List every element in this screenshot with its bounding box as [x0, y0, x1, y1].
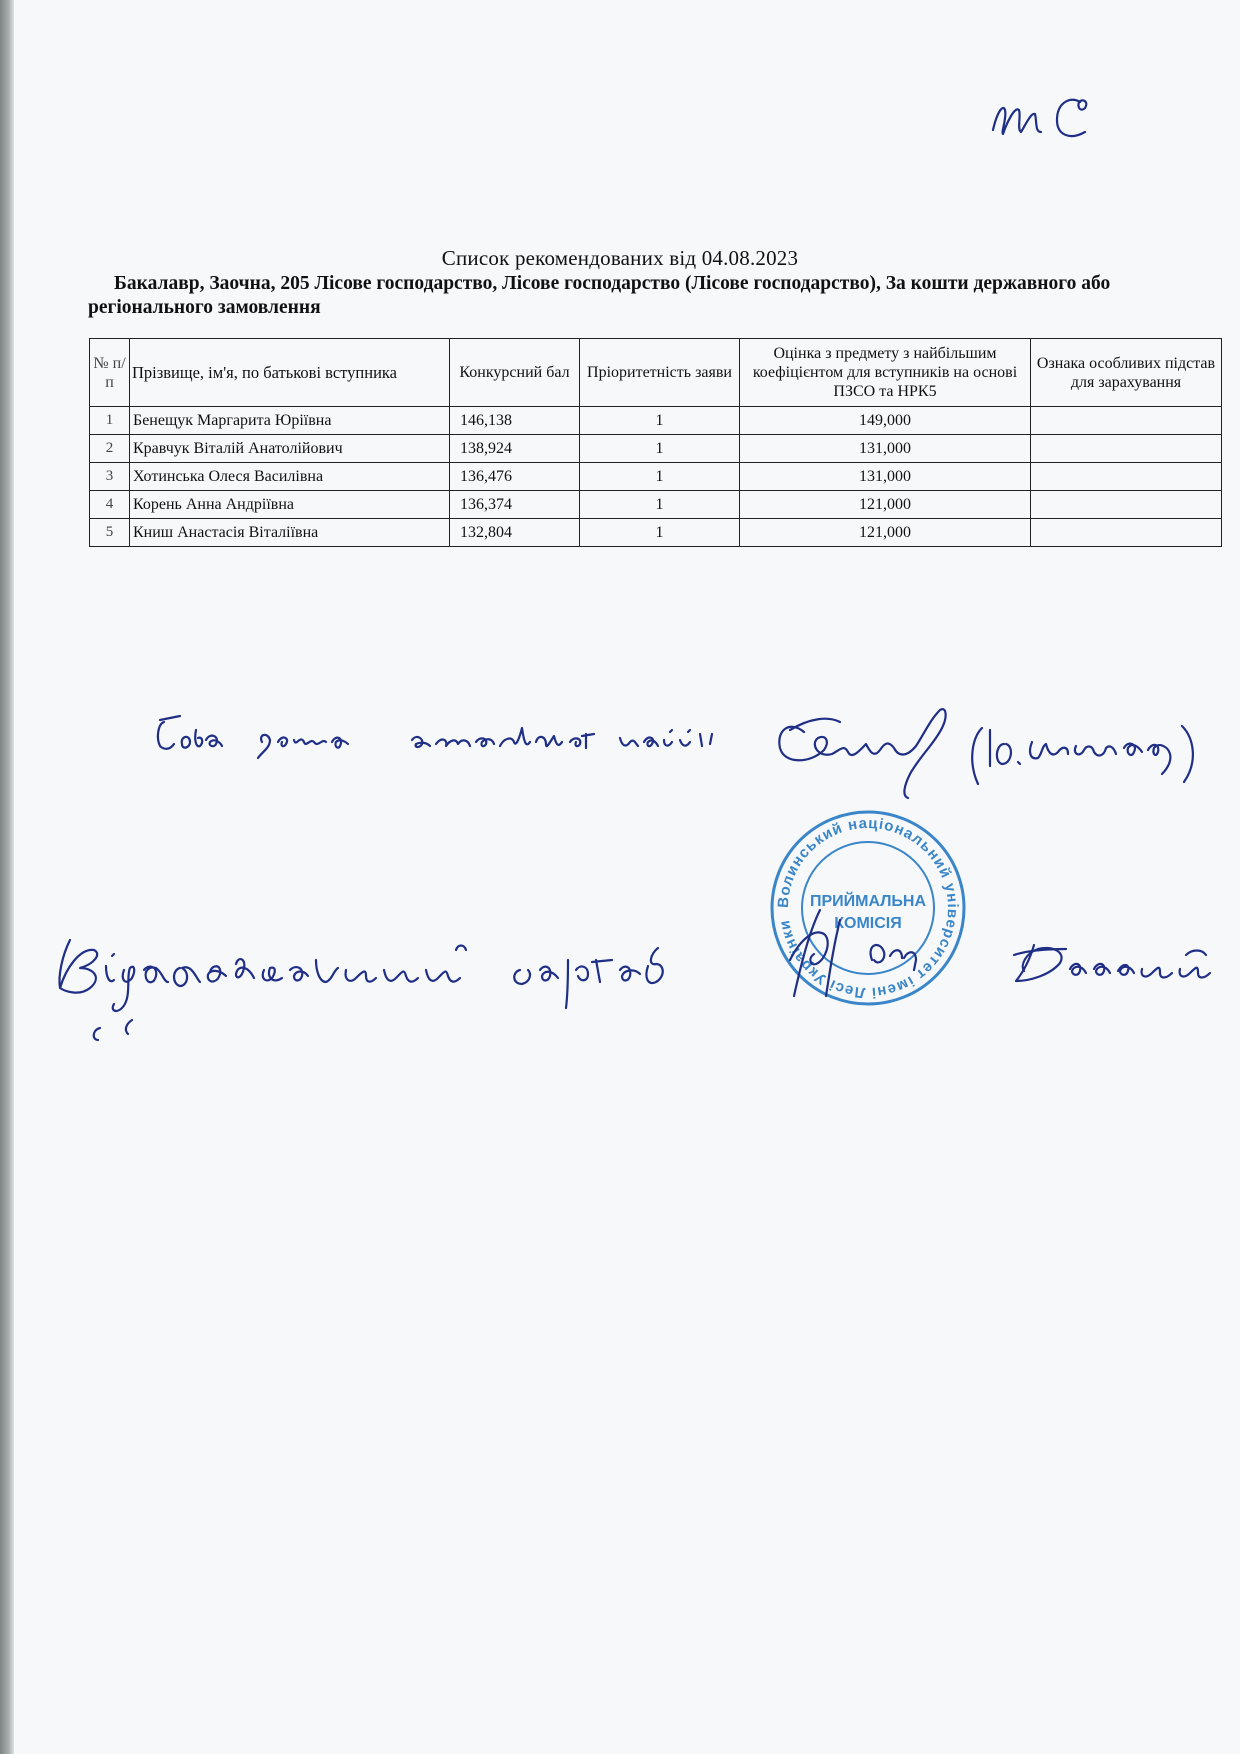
stamp-outer-text: Волинський національний університет імені Лесі Українки	[774, 814, 962, 1002]
handwritten-secretary-label	[40, 920, 700, 1040]
subject-grade: 131,000	[740, 435, 1031, 463]
handwritten-secretary-name	[1010, 935, 1220, 1005]
table-row	[90, 463, 1222, 491]
table-row	[90, 407, 1222, 435]
applicant-name: Бенещук Маргарита Юріївна	[130, 407, 450, 435]
subject-grade: 121,000	[740, 519, 1031, 547]
chair-signature	[770, 700, 960, 800]
applicant-name: Корень Анна Андріївна	[130, 491, 450, 519]
competitive-score: 132,804	[450, 519, 580, 547]
handwritten-chair-label	[150, 712, 730, 782]
col-header-priority: Пріоритетність заяви	[580, 339, 740, 407]
handwritten-chair-name	[968, 718, 1218, 798]
col-header-name: Прізвище, ім'я, по батькові вступника	[130, 339, 450, 407]
stamp-center-line2: КОМІСІЯ	[834, 915, 902, 932]
special-grounds	[1031, 463, 1222, 491]
application-priority: 1	[580, 519, 740, 547]
application-priority: 1	[580, 407, 740, 435]
application-priority: 1	[580, 463, 740, 491]
row-number: 2	[90, 435, 130, 463]
table-row	[90, 491, 1222, 519]
competitive-score: 138,924	[450, 435, 580, 463]
list-subtitle: Бакалавр, Заочна, 205 Лісове господарство, Лісове господарство (Лісове господарство), За кошти державного або регіонального замовлення	[88, 273, 1111, 318]
subject-grade: 149,000	[740, 407, 1031, 435]
row-number: 4	[90, 491, 130, 519]
applicant-name: Книш Анастасія Віталіївна	[130, 519, 450, 547]
recommended-list-table	[89, 338, 1222, 547]
table-row	[90, 519, 1222, 547]
special-grounds	[1031, 435, 1222, 463]
subject-grade: 131,000	[740, 463, 1031, 491]
special-grounds	[1031, 519, 1222, 547]
row-number: 3	[90, 463, 130, 491]
competitive-score: 136,476	[450, 463, 580, 491]
row-number: 1	[90, 407, 130, 435]
competitive-score: 146,138	[450, 407, 580, 435]
row-number: 5	[90, 519, 130, 547]
table-row	[90, 435, 1222, 463]
subject-grade: 121,000	[740, 491, 1031, 519]
special-grounds	[1031, 407, 1222, 435]
col-header-special-grounds: Ознака особливих підстав для зарахування	[1031, 339, 1222, 407]
application-priority: 1	[580, 435, 740, 463]
applicant-name: Хотинська Олеся Василівна	[130, 463, 450, 491]
col-header-score: Конкурсний бал	[450, 339, 580, 407]
col-header-subject-grade: Оцінка з предмету з найбільшим коефіцієнтом для вступників на основі ПЗСО та НРК5	[740, 339, 1031, 407]
application-priority: 1	[580, 491, 740, 519]
handwritten-initials	[985, 82, 1105, 157]
list-title: Список рекомендованих від 04.08.2023	[441, 246, 799, 270]
secretary-signature	[780, 900, 980, 1010]
competitive-score: 136,374	[450, 491, 580, 519]
applicant-name: Кравчук Віталій Анатолійович	[130, 435, 450, 463]
table-header-row	[90, 339, 1222, 407]
special-grounds	[1031, 491, 1222, 519]
col-header-number: № п/п	[90, 339, 130, 407]
stamp-center-line1: ПРИЙМАЛЬНА	[809, 893, 927, 910]
